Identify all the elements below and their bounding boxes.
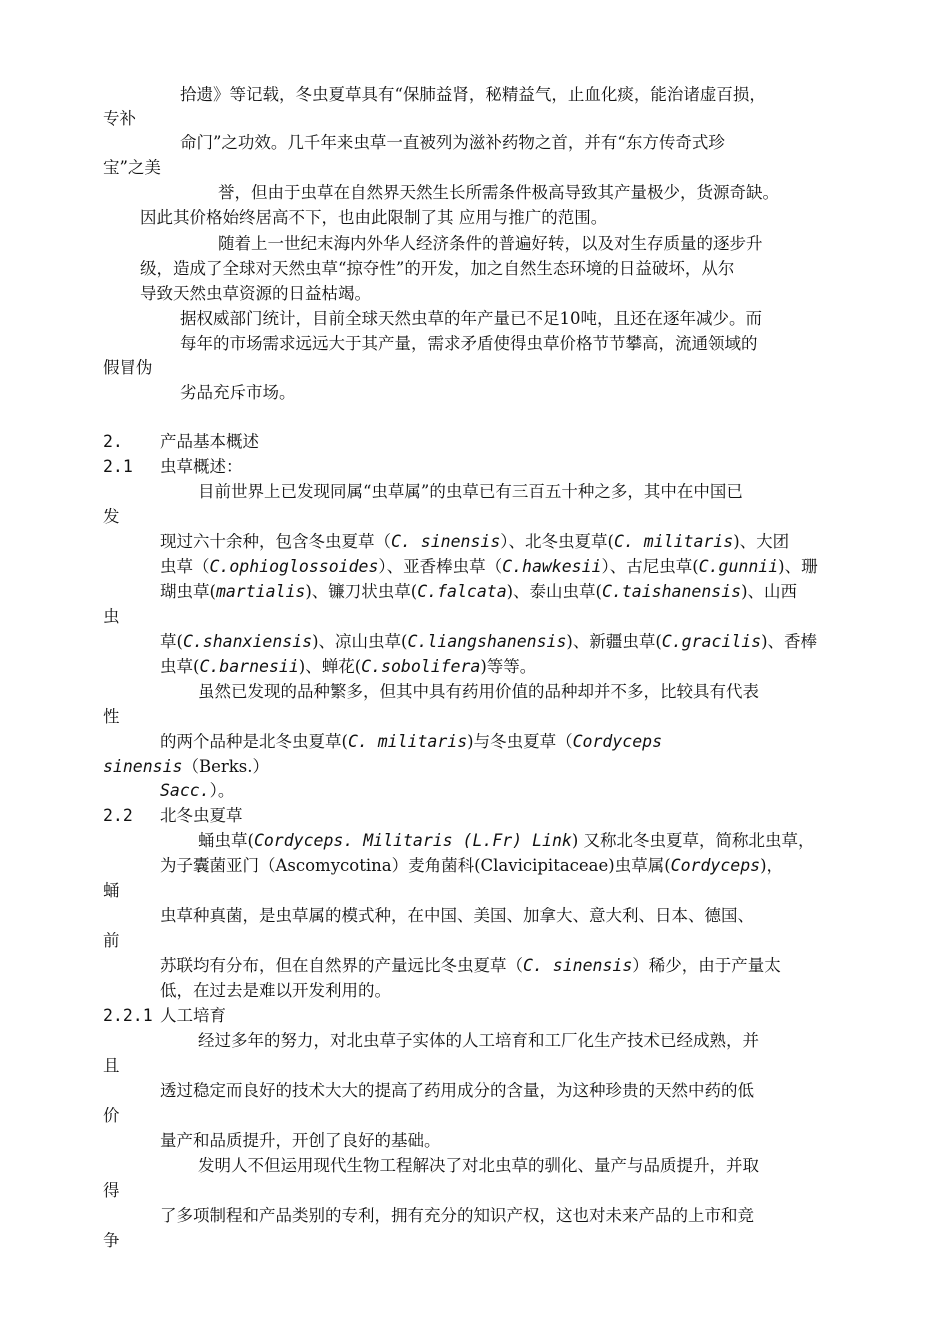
text: 了多项制程和产品类别的专利，拥有充分的知识产权，这也对未来产品的上市和竞 <box>160 1206 754 1225</box>
paragraph-line <box>160 656 536 678</box>
text: 劣品充斥市场。 <box>180 383 296 402</box>
paragraph-line <box>160 556 818 578</box>
paragraph-line <box>160 581 797 603</box>
text: 2.2.1 <box>103 1006 153 1025</box>
text: 蛹 <box>103 881 120 900</box>
text: 性 <box>103 707 120 726</box>
text: 命门”之功效。几千年来虫草一直被列为滋补药物之首，并有“东方传奇式珍 <box>180 133 725 152</box>
species-name: Cordyceps <box>572 732 662 751</box>
paragraph-line <box>198 481 743 503</box>
species-name: martialis <box>215 582 306 601</box>
paragraph-line <box>103 1055 120 1077</box>
text: 2. <box>103 432 123 451</box>
section-title <box>160 805 243 827</box>
paragraph-line <box>160 1080 754 1102</box>
text: 2.2 <box>103 806 133 825</box>
species-name: Sacc. <box>160 781 210 800</box>
text: )、泰山虫草( <box>506 582 602 601</box>
text: )、香棒 <box>761 632 818 651</box>
text: 争 <box>103 1231 120 1250</box>
text: 假冒伪 <box>103 358 153 377</box>
paragraph-line <box>103 157 161 179</box>
paragraph-line <box>160 980 391 1002</box>
paragraph-line <box>160 955 781 977</box>
paragraph-line <box>103 1180 120 1202</box>
species-name: C.sobolifera <box>361 657 481 676</box>
text: 瑚虫草( <box>160 582 216 601</box>
paragraph-line <box>180 84 766 106</box>
species-name: C.shanxiensis <box>182 632 313 651</box>
text: 每年的市场需求远远大于其产量，需求矛盾使得虫草价格节节攀高，流通领域的 <box>180 334 758 353</box>
text: 拾遗》等记载，冬虫夏草具有“保肺益肾，秘精益气，止血化痰，能治诸虚百损， <box>180 85 766 104</box>
paragraph-line <box>160 1130 441 1152</box>
text: 虫 <box>103 607 120 626</box>
text: 随着上一世纪末海内外华人经济条件的普遍好转，以及对生存质量的逐步升 <box>218 234 763 253</box>
species-name: Cordyceps <box>670 856 761 875</box>
text: 因此其价格始终居高不下，也由此限制了其 应用与推广的范围。 <box>140 208 608 227</box>
section-number <box>103 805 133 827</box>
text: 北冬虫夏草 <box>160 806 243 825</box>
paragraph-line <box>198 681 759 703</box>
text: )， <box>760 856 783 875</box>
paragraph-line <box>103 506 120 528</box>
text: )、镰刀状虫草( <box>305 582 418 601</box>
paragraph-line <box>218 182 779 204</box>
paragraph-line <box>218 233 763 255</box>
species-name: C.falcata <box>417 582 507 601</box>
paragraph-line <box>160 1205 754 1227</box>
text: 专补 <box>103 109 136 128</box>
paragraph-line <box>103 606 120 628</box>
section-title <box>160 456 243 478</box>
paragraph-line <box>103 357 153 379</box>
text: 价 <box>103 1106 120 1125</box>
text: )、蝉花( <box>298 657 362 676</box>
text: 虽然已发现的品种繁多，但其中具有药用价值的品种却并不多，比较具有代表 <box>198 682 759 701</box>
species-name: C. sinensis <box>391 532 501 551</box>
text: 产品基本概述 <box>160 432 259 451</box>
paragraph-line <box>198 830 815 852</box>
text: 人工培育 <box>160 1006 226 1025</box>
text: 级，造成了全球对天然虫草“掠夺性”的开发，加之自然生态环境的日益破坏，从尔 <box>140 259 735 278</box>
text: 誉，但由于虫草在自然界天然生长所需条件极高导致其产量极少，货源奇缺。 <box>218 183 779 202</box>
section-number <box>103 431 123 453</box>
species-name: C.gunnii <box>698 557 779 576</box>
text: 虫草概述： <box>160 457 243 476</box>
text: 现过六十余种，包含冬虫夏草（ <box>160 532 391 551</box>
species-name: C.barnesii <box>199 657 299 676</box>
text: 且 <box>103 1056 120 1075</box>
species-name: C.taishanensis <box>602 582 742 601</box>
text: ）、亚香棒虫草（ <box>378 557 503 576</box>
section-number <box>103 456 133 478</box>
text: 经过多年的努力，对北虫草子实体的人工培育和工厂化生产技术已经成熟，并 <box>198 1031 759 1050</box>
text: 量产和品质提升，开创了良好的基础。 <box>160 1131 441 1150</box>
paragraph-line <box>140 207 607 229</box>
text: 前 <box>103 931 120 950</box>
species-name: C.gracilis <box>661 632 762 651</box>
paragraph-line <box>180 333 758 355</box>
text: 宝”之美 <box>103 158 161 177</box>
paragraph-line <box>160 905 754 927</box>
text: 虫草种真菌，是虫草属的模式种，在中国、美国、加拿大、意大利、日本、德国、 <box>160 906 754 925</box>
paragraph-line <box>180 132 725 154</box>
text: 得 <box>103 1181 120 1200</box>
text: 发明人不但运用现代生物工程解决了对北虫草的驯化、量产与品质提升，并取 <box>198 1156 759 1175</box>
section-number <box>103 1005 153 1027</box>
paragraph-line <box>140 283 371 305</box>
species-name: C.hawkesii <box>502 557 602 576</box>
paragraph-line <box>198 1155 759 1177</box>
text: ）稀少，由于产量太 <box>632 956 781 975</box>
paragraph-line <box>103 930 120 952</box>
species-name: C. militaris <box>613 532 734 551</box>
species-name: C. militaris <box>347 732 468 751</box>
paragraph-line <box>180 382 296 404</box>
paragraph-line <box>180 308 762 330</box>
text: 苏联均有分布，但在自然界的产量远比冬虫夏草（ <box>160 956 523 975</box>
paragraph-line <box>103 880 120 902</box>
paragraph-line <box>140 258 734 280</box>
paragraph-line <box>160 780 234 802</box>
paragraph-line <box>160 531 789 553</box>
paragraph-line <box>160 855 783 877</box>
species-name: C.ophioglossoides <box>209 557 379 576</box>
text: 据权威部门统计，目前全球天然虫草的年产量已不足10吨，且还在逐年减少。而 <box>180 309 762 328</box>
paragraph-line <box>103 706 120 728</box>
text: 导致天然虫草资源的日益枯竭。 <box>140 284 371 303</box>
text: （Berks.） <box>182 757 269 776</box>
text: 的两个品种是北冬虫夏草( <box>160 732 348 751</box>
species-name: sinensis <box>103 757 183 776</box>
text: )与冬虫夏草（ <box>467 732 573 751</box>
paragraph-line <box>160 631 817 653</box>
text: )、珊 <box>778 557 818 576</box>
paragraph-line <box>198 1030 759 1052</box>
species-name: Cordyceps. Militaris (L.Fr) Link <box>253 831 572 850</box>
section-title <box>160 1005 226 1027</box>
paragraph-line <box>103 108 136 130</box>
text: 虫草（ <box>160 557 210 576</box>
text: )、大团 <box>733 532 790 551</box>
text: 透过稳定而良好的技术大大的提高了药用成分的含量，为这种珍贵的天然中药的低 <box>160 1081 754 1100</box>
paragraph-line <box>103 1105 120 1127</box>
text: ）。 <box>209 781 235 800</box>
paragraph-line <box>103 756 269 778</box>
paragraph-line <box>160 731 662 753</box>
text: 为子囊菌亚门（Ascomycotina）麦角菌科(Clavicipitaceae)虫草属( <box>160 856 671 875</box>
text: )、凉山虫草( <box>312 632 408 651</box>
text: 虫草( <box>160 657 200 676</box>
text: ）、北冬虫夏草( <box>500 532 614 551</box>
species-name: C.liangshanensis <box>407 632 567 651</box>
section-title <box>160 431 259 453</box>
text: ) 又称北冬虫夏草，简称北虫草， <box>571 831 815 850</box>
text: )等等。 <box>480 657 537 676</box>
text: 低，在过去是难以开发利用的。 <box>160 981 391 1000</box>
text: 2.1 <box>103 457 133 476</box>
text: )、新疆虫草( <box>566 632 662 651</box>
text: )、山西 <box>741 582 798 601</box>
text: 蛹虫草( <box>198 831 254 850</box>
species-name: C. sinensis <box>523 956 633 975</box>
text: ）、古尼虫草( <box>601 557 699 576</box>
text: 草( <box>160 632 183 651</box>
text: 目前世界上已发现同属“虫草属”的虫草已有三百五十种之多，其中在中国已 <box>198 482 743 501</box>
text: 发 <box>103 507 120 526</box>
paragraph-line <box>103 1230 120 1252</box>
